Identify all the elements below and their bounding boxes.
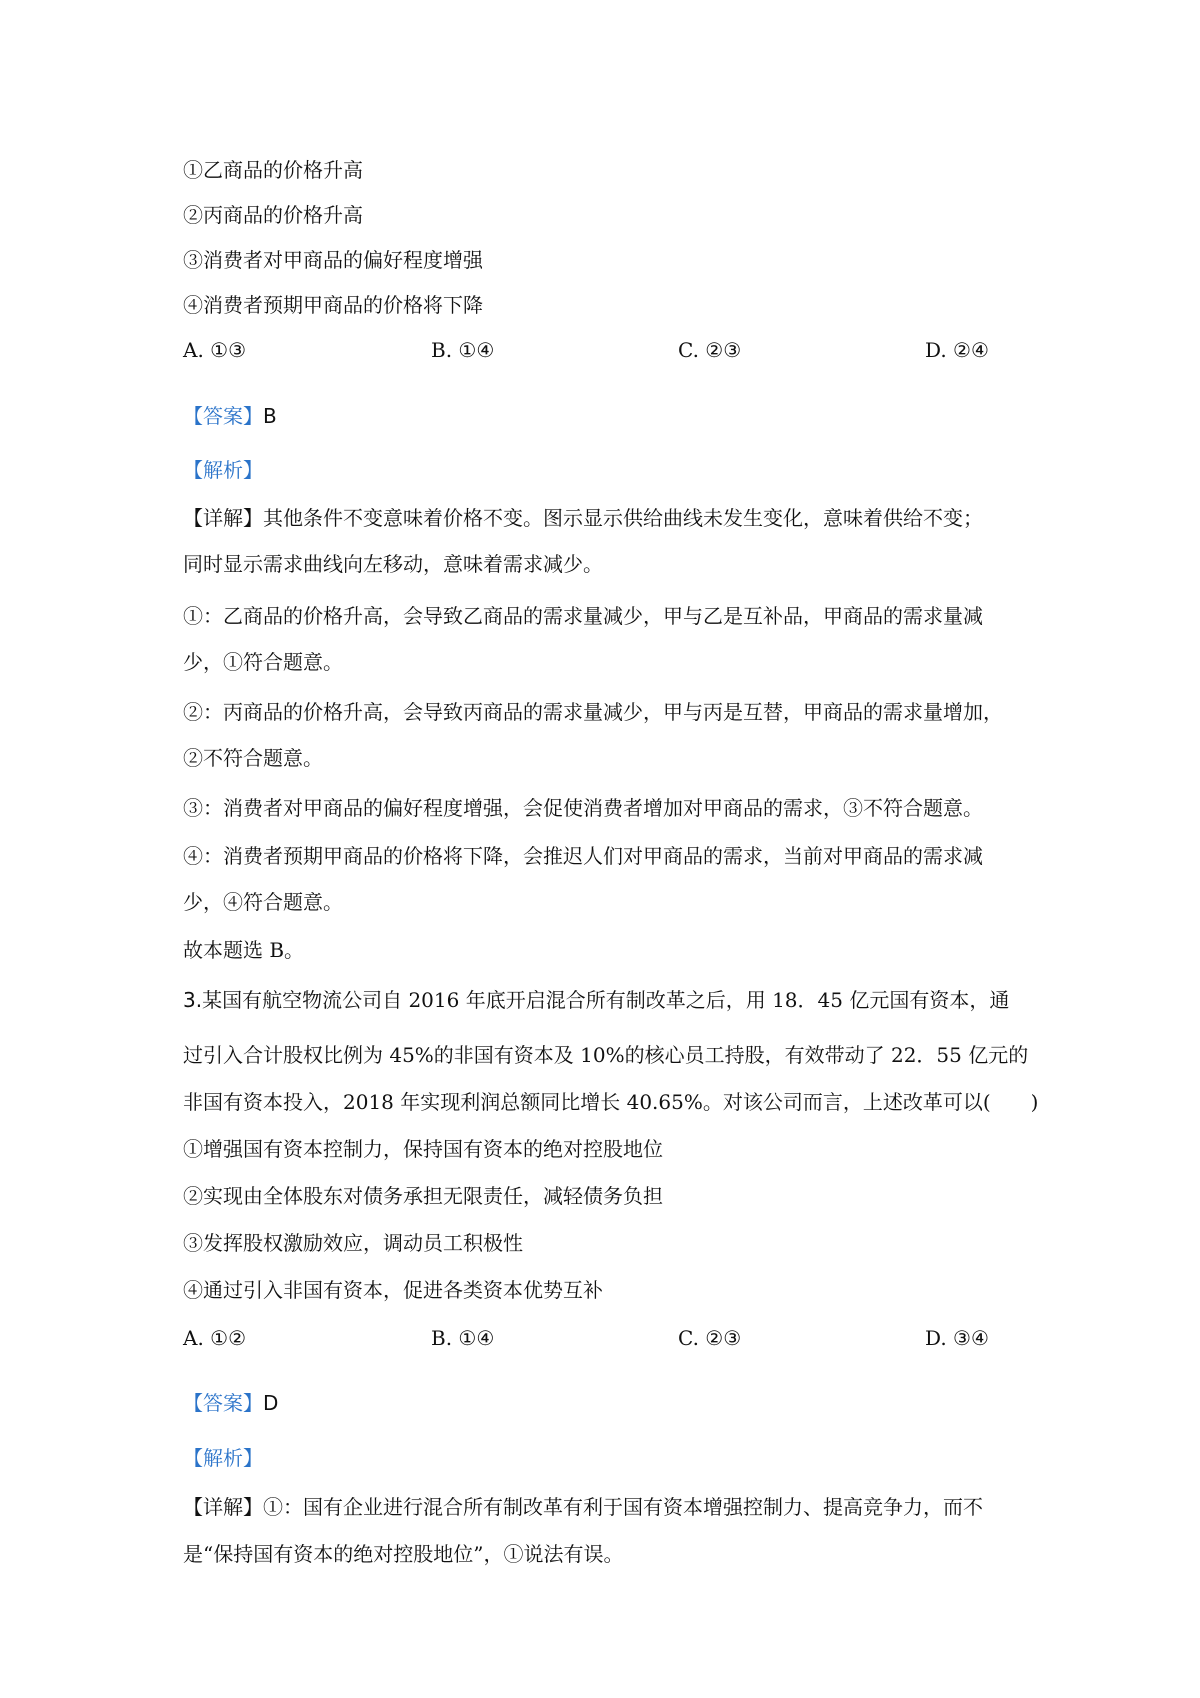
q2-item-3: ③消费者对甲商品的偏好程度增强: [183, 248, 483, 272]
q2-option-b: B. ①④: [431, 338, 495, 362]
q3-option-d: D. ③④: [925, 1326, 989, 1350]
q3-stem-line-1: [183, 986, 1009, 1014]
q3-analysis-tag: 【解析】: [183, 1446, 263, 1470]
q2-analysis-tag: 【解析】: [183, 458, 263, 482]
detail-tag: 【详解】: [183, 506, 263, 530]
question-number: 3.: [183, 988, 203, 1012]
answer-letter: D: [263, 1391, 279, 1415]
q2-conclusion: 故本题选 B。: [183, 938, 305, 962]
q3-stem-line-2: 过引入合计股权比例为 45%的非国有资本及 10%的核心员工持股，有效带动了 22．55 亿元的: [183, 1043, 1029, 1067]
detail-text: ①：国有企业进行混合所有制改革有利于国有资本增强控制力、提高竞争力，而不: [263, 1495, 983, 1519]
q3-detail-line-2: 是“保持国有资本的绝对控股地位”，①说法有误。: [183, 1542, 624, 1566]
q3-stem-line-3: 非国有资本投入，2018 年实现利润总额同比增长 40.65%。对该公司而言，上述改革可以( ): [183, 1090, 1039, 1114]
q3-answer: [183, 1389, 278, 1417]
q3-item-2: ②实现由全体股东对债务承担无限责任，减轻债务负担: [183, 1184, 663, 1208]
q2-option-d: D. ②④: [925, 338, 989, 362]
q2-explain-2-line-1: ②：丙商品的价格升高，会导致丙商品的需求量减少，甲与丙是互替，甲商品的需求量增加，: [183, 700, 1003, 724]
q3-option-a: A. ①②: [183, 1326, 247, 1350]
q2-explain-4-line-2: 少，④符合题意。: [183, 890, 343, 914]
q2-item-4: ④消费者预期甲商品的价格将下降: [183, 293, 483, 317]
q3-item-1: ①增强国有资本控制力，保持国有资本的绝对控股地位: [183, 1137, 663, 1161]
q3-item-3: ③发挥股权激励效应，调动员工积极性: [183, 1231, 523, 1255]
q3-option-c: C. ②③: [678, 1326, 742, 1350]
q2-explain-2-line-2: ②不符合题意。: [183, 746, 323, 770]
answer-tag: 【答案】: [183, 404, 263, 428]
q3-option-b: B. ①④: [431, 1326, 495, 1350]
q2-explain-4-line-1: ④：消费者预期甲商品的价格将下降，会推迟人们对甲商品的需求，当前对甲商品的需求减: [183, 844, 983, 868]
answer-letter: B: [263, 404, 277, 428]
q3-detail-line-1: [183, 1493, 983, 1521]
q2-item-2: ②丙商品的价格升高: [183, 203, 363, 227]
answer-tag: 【答案】: [183, 1391, 263, 1415]
q2-option-c: C. ②③: [678, 338, 742, 362]
q2-explain-3: ③：消费者对甲商品的偏好程度增强，会促使消费者增加对甲商品的需求，③不符合题意。: [183, 796, 983, 820]
stem-text: 某国有航空物流公司自 2016 年底开启混合所有制改革之后，用 18．45 亿元国有资本，通: [202, 988, 1010, 1012]
q2-detail-line-1: [183, 504, 983, 532]
q2-item-1: ①乙商品的价格升高: [183, 158, 363, 182]
q2-explain-1-line-2: 少，①符合题意。: [183, 650, 343, 674]
q2-explain-1-line-1: ①：乙商品的价格升高，会导致乙商品的需求量减少，甲与乙是互补品，甲商品的需求量减: [183, 604, 983, 628]
detail-tag: 【详解】: [183, 1495, 263, 1519]
detail-text: 其他条件不变意味着价格不变。图示显示供给曲线未发生变化，意味着供给不变；: [263, 506, 983, 530]
q3-item-4: ④通过引入非国有资本，促进各类资本优势互补: [183, 1278, 603, 1302]
q2-option-a: A. ①③: [183, 338, 247, 362]
q2-answer: [183, 402, 277, 430]
q2-detail-line-2: 同时显示需求曲线向左移动，意味着需求减少。: [183, 552, 603, 576]
